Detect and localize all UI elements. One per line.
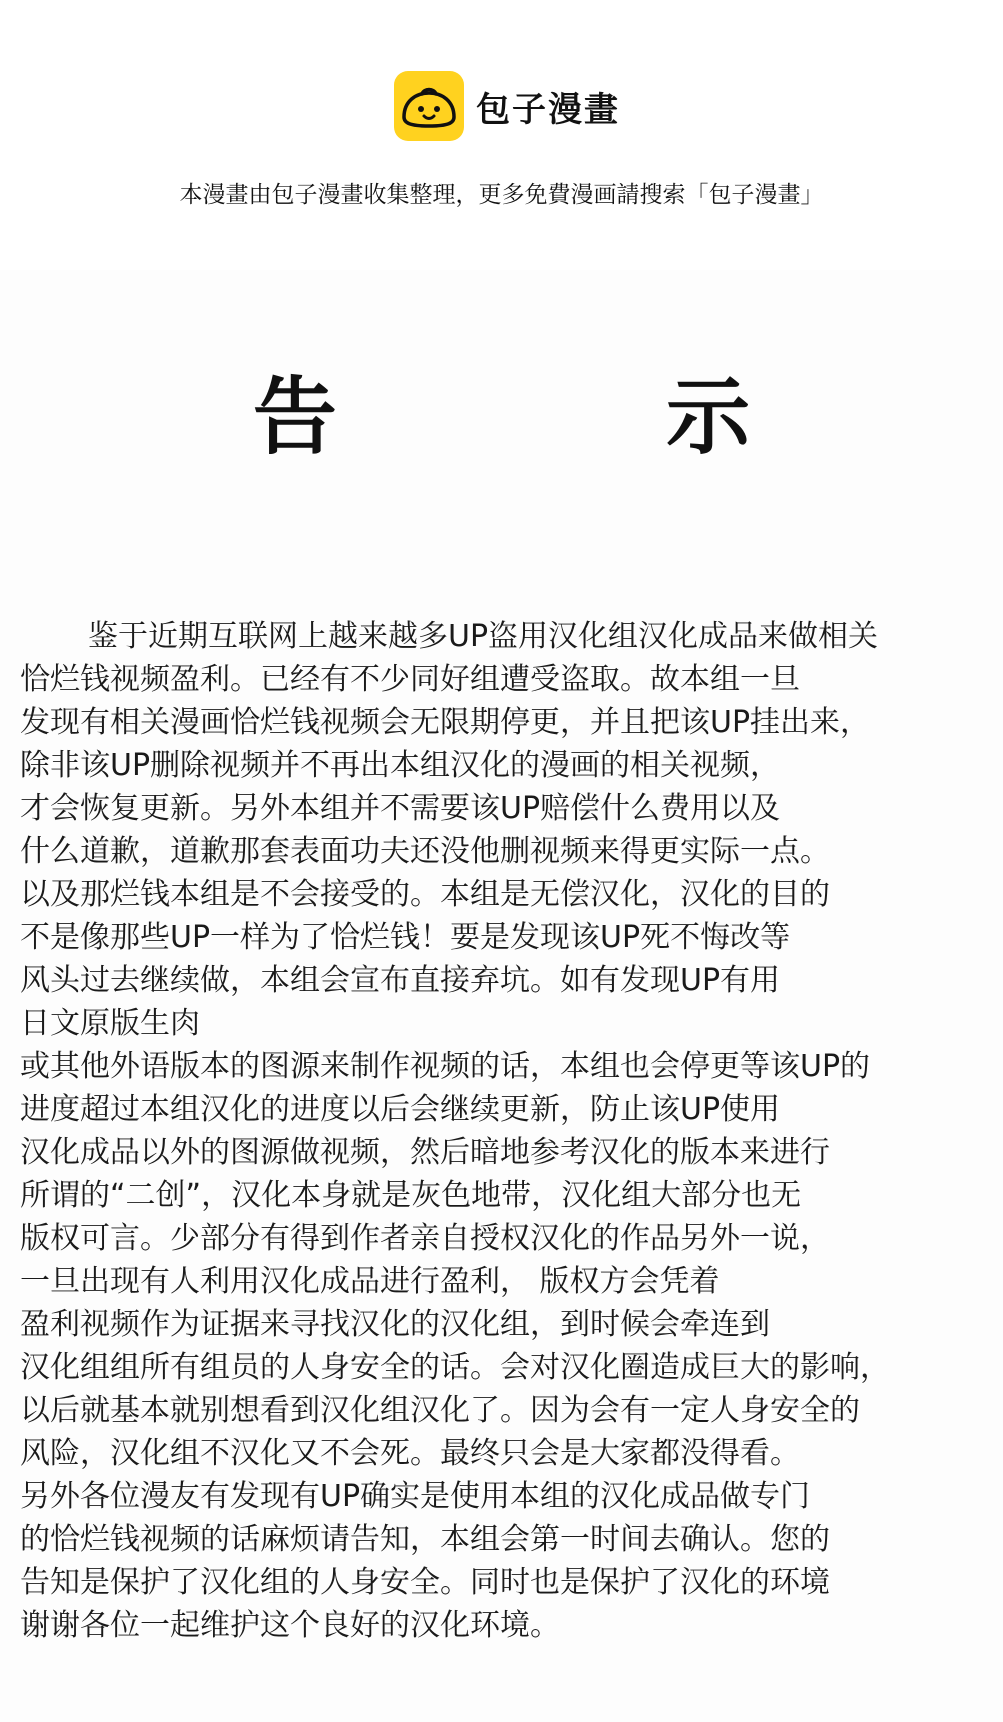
notice-line: 才会恢复更新。另外本组并不需要该UP赔偿什么费用以及 [20,791,781,826]
notice-line: 汉化成品以外的图源做视频，然后暗地参考汉化的版本来进行 [20,1135,830,1170]
notice-line: 风头过去继续做，本组会宣布直接弃坑。如有发现UP有用 [20,963,781,998]
notice-body [20,615,995,1647]
notice-line: 另外各位漫友有发现有UP确实是使用本组的汉化成品做专门 [20,1479,811,1514]
notice-line: 恰烂钱视频盈利。已经有不少同好组遭受盗取。故本组一旦 [20,662,800,697]
notice-line: 所谓的“二创”，汉化本身就是灰色地带，汉化组大部分也无 [20,1178,802,1213]
notice-line: 的恰烂钱视频的话麻烦请告知，本组会第一时间去确认。您的 [20,1522,830,1557]
notice-line: 告知是保护了汉化组的人身安全。同时也是保护了汉化的环境 [20,1565,830,1600]
notice-line: 或其他外语版本的图源来制作视频的话，本组也会停更等该UP的 [20,1049,871,1084]
notice-line: 以后就基本就别想看到汉化组汉化了。因为会有一定人身安全的 [20,1393,860,1428]
notice-line: 什么道歉，道歉那套表面功夫还没他删视频来得更实际一点。 [20,834,830,869]
logo[interactable] [394,71,620,141]
notice-line: 日文原版生肉 [20,1006,200,1041]
notice-line: 以及那烂钱本组是不会接受的。本组是无偿汉化，汉化的目的 [20,877,830,912]
notice-line: 一旦出现有人利用汉化成品进行盈利， 版权方会凭着 [20,1264,720,1299]
notice-line: 进度超过本组汉化的进度以后会继续更新，防止该UP使用 [20,1092,781,1127]
notice-line: 谢谢各位一起维护这个良好的汉化环境。 [20,1608,560,1643]
notice-line: 鉴于近期互联网上越来越多UP盗用汉化组汉化成品来做相关 [88,619,879,654]
tagline: 本漫畫由包子漫畫收集整理，更多免費漫画請搜索「包子漫畫」 [179,182,824,208]
notice-line: 盈利视频作为证据来寻找汉化的汉化组，到时候会牵连到 [20,1307,770,1342]
notice-panel [0,270,1003,1722]
logo-text: 包子漫畫 [476,89,620,130]
header [0,0,1003,260]
notice-line: 风险，汉化组不汉化又不会死。最终只会是大家都没得看。 [20,1436,800,1471]
notice-line: 不是像那些UP一样为了恰烂钱！要是发现该UP死不悔改等 [20,920,791,955]
notice-title: 告 示 [252,368,901,466]
notice-line: 版权可言。少部分有得到作者亲自授权汉化的作品另外一说， [20,1221,830,1256]
notice-line: 除非该UP删除视频并不再出本组汉化的漫画的相关视频， [20,748,781,783]
notice-line: 发现有相关漫画恰烂钱视频会无限期停更，并且把该UP挂出来， [20,705,871,740]
bun-icon [394,71,464,141]
notice-line: 汉化组组所有组员的人身安全的话。会对汉化圈造成巨大的影响， [20,1350,890,1385]
